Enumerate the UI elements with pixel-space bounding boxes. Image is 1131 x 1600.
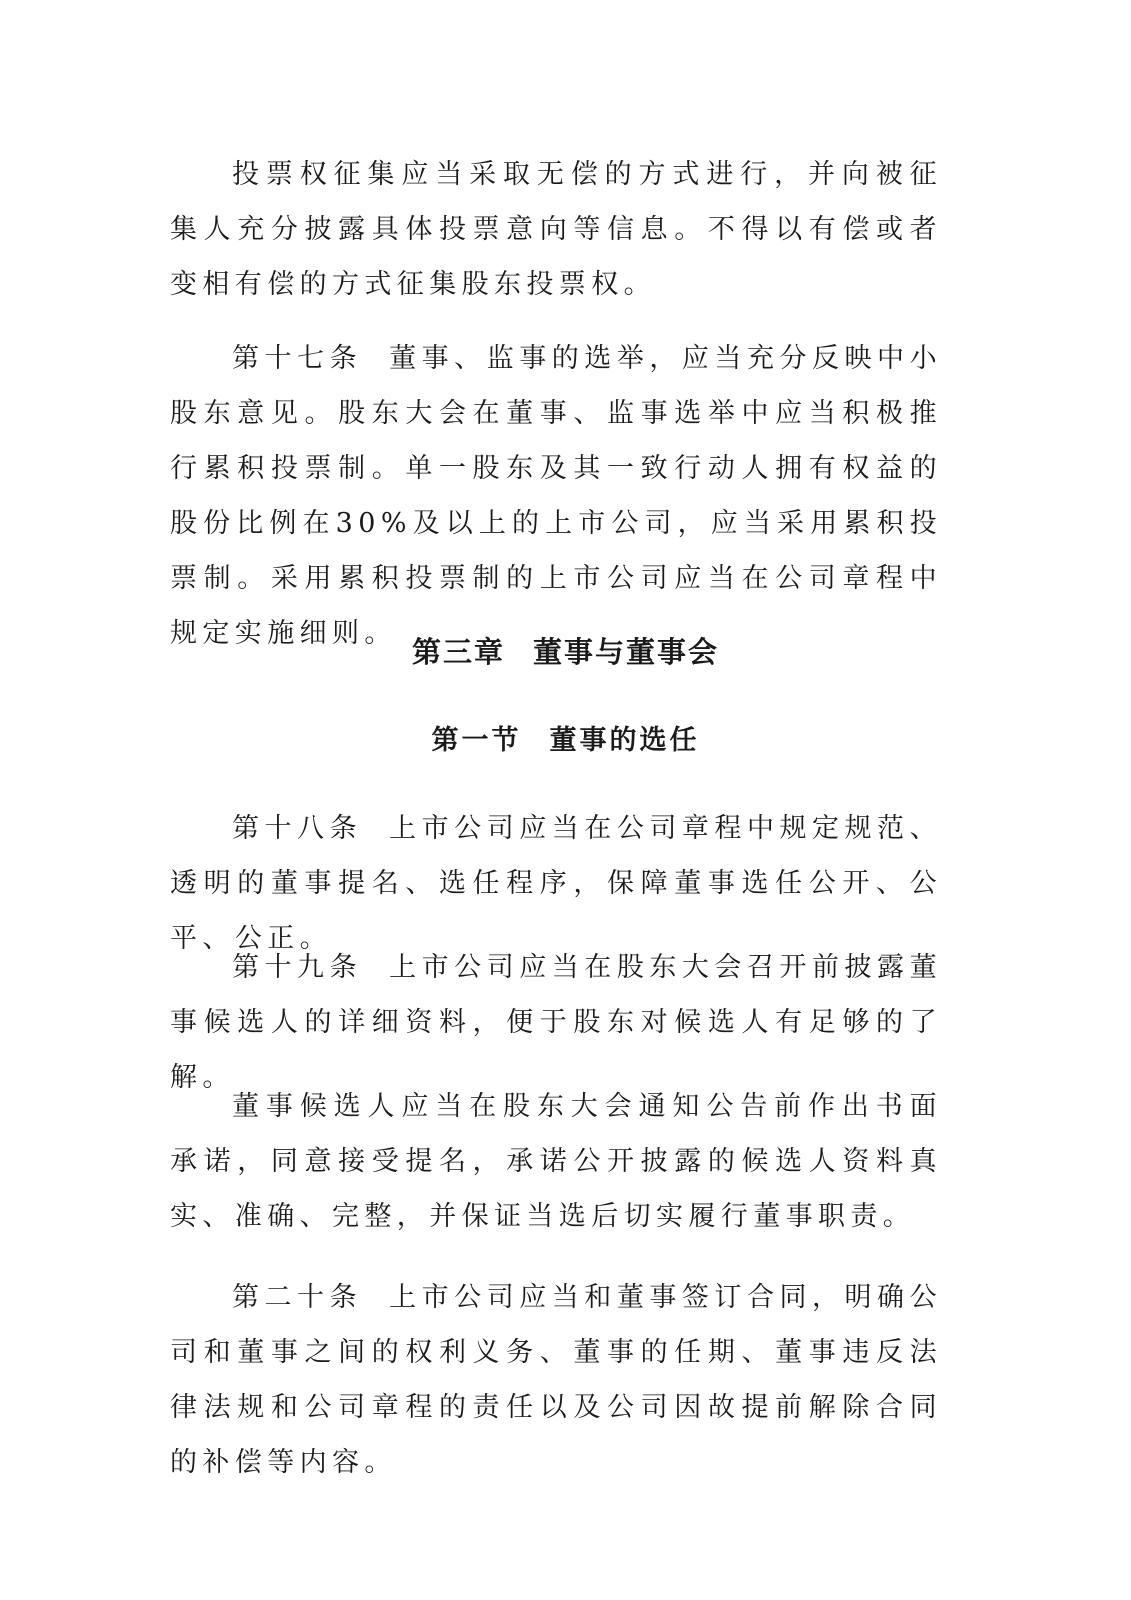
article-text: 董事、监事的选举，应当充分反映中小股东意见。股东大会在董事、监事选举中应当积极推行累积投票制。单一股东及其一致行动人拥有权益的股份比例在30%及以上的上市公司，应当采用累积投票制。采用累积投票制的上市公司应当在公司章程中规定实施细则。 bbox=[170, 343, 942, 649]
chapter-heading bbox=[0, 632, 1131, 672]
article-number: 第十九条 bbox=[232, 952, 363, 983]
paragraph-vote-solicitation bbox=[170, 147, 942, 312]
section-heading bbox=[0, 721, 1131, 761]
section-title: 董事的选任 bbox=[549, 725, 700, 756]
article-number: 第十八条 bbox=[232, 813, 363, 844]
paragraph-text: 投票权征集应当采取无偿的方式进行，并向被征集人充分披露具体投票意向等信息。不得以有偿或者变相有偿的方式征集股东投票权。 bbox=[170, 159, 942, 300]
chapter-title: 董事与董事会 bbox=[533, 635, 720, 669]
article-text: 上市公司应当在公司章程中规定规范、透明的董事提名、选任程序，保障董事选任公开、公平、公正。 bbox=[170, 813, 942, 954]
article-number: 第十七条 bbox=[232, 343, 363, 374]
article-20 bbox=[170, 1270, 942, 1490]
article-number: 第二十条 bbox=[232, 1282, 363, 1313]
section-number: 第一节 bbox=[431, 725, 522, 756]
paragraph-text: 董事候选人应当在股东大会通知公告前作出书面承诺，同意接受提名，承诺公开披露的候选人资料真实、准确、完整，并保证当选后切实履行董事职责。 bbox=[170, 1091, 942, 1232]
article-17 bbox=[170, 331, 942, 661]
paragraph-candidate-commitment bbox=[170, 1079, 942, 1244]
article-text: 上市公司应当在股东大会召开前披露董事候选人的详细资料，便于股东对候选人有足够的了解。 bbox=[170, 952, 942, 1093]
article-text: 上市公司应当和董事签订合同，明确公司和董事之间的权利义务、董事的任期、董事违反法律法规和公司章程的责任以及公司因故提前解除合同的补偿等内容。 bbox=[170, 1282, 942, 1478]
chapter-number: 第三章 bbox=[411, 635, 505, 669]
